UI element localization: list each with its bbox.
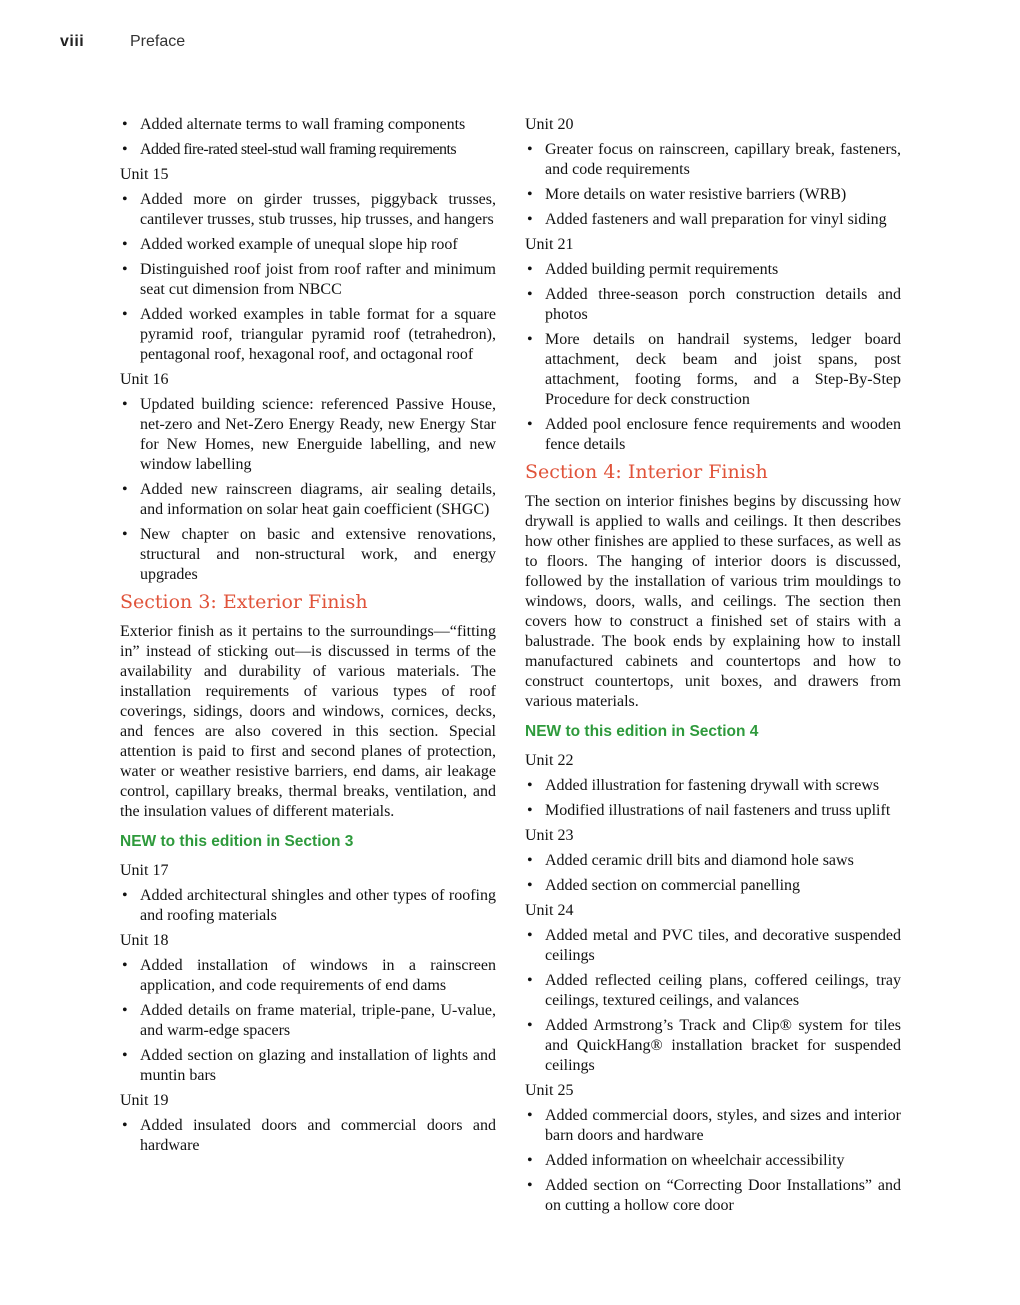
new-section-3-heading: NEW to this edition in Section 3 xyxy=(120,833,354,850)
list-item: • Added metal and PVC tiles, and decorative suspended ceilings xyxy=(525,926,901,966)
list-item: • Added reflected ceiling plans, coffered ceilings, tray ceilings, textured ceilings, and valances xyxy=(525,971,901,1011)
unit-group xyxy=(120,861,496,1156)
unit-block xyxy=(120,165,496,365)
list-item: • New chapter on basic and extensive renovations, structural and non-structural work, and energy upgrades xyxy=(120,525,496,585)
unit-item-list xyxy=(525,926,901,1076)
unit-item-list xyxy=(120,956,496,1086)
list-item: • Added insulated doors and commercial doors and hardware xyxy=(120,1116,496,1156)
list-item: • Greater focus on rainscreen, capillary break, fasteners, and code requirements xyxy=(525,140,901,180)
unit-block xyxy=(525,751,901,821)
unit-group xyxy=(525,751,901,1216)
unit-item-list xyxy=(525,260,901,455)
unit-block xyxy=(120,370,496,585)
unit-title: Unit 21 xyxy=(525,236,574,253)
unit-block xyxy=(120,931,496,1086)
list-item: • More details on water resistive barriers (WRB) xyxy=(525,185,901,205)
list-item: • Added three-season porch construction details and photos xyxy=(525,285,901,325)
section-3-paragraph: Exterior finish as it pertains to the surroundings—“fitting in” instead of sticking out—is discussed in terms of the availability and durability of various materials. The installation requirements of various types of roof coverings, sidings, doors and windows, cornices, decks, and fences are also covered in this section. Special attention is paid to first and second planes of protection, water or weather resistive barriers, end dams, air leakage control, capillary breaks, thermal breaks, ventilation, and the insulation values of different materials. xyxy=(120,623,496,820)
unit-title: Unit 16 xyxy=(120,371,169,388)
unit-title: Unit 22 xyxy=(525,752,574,769)
unit-group xyxy=(525,115,901,455)
intro-list xyxy=(120,115,496,160)
unit-block xyxy=(525,826,901,896)
list-item: • Added fasteners and wall preparation for vinyl siding xyxy=(525,210,901,230)
list-item: • Added alternate terms to wall framing components xyxy=(120,115,496,135)
list-item: • Added more on girder trusses, piggyback trusses, cantilever trusses, stub trusses, hip trusses, and hangers xyxy=(120,190,496,230)
list-item: • Added illustration for fastening drywall with screws xyxy=(525,776,901,796)
list-item: • Added worked example of unequal slope hip roof xyxy=(120,235,496,255)
unit-block xyxy=(120,861,496,926)
unit-title: Unit 18 xyxy=(120,932,169,949)
unit-block xyxy=(525,235,901,455)
right-column xyxy=(525,115,901,1221)
list-item: • Added Armstrong’s Track and Clip® system for tiles and QuickHang® installation bracket for suspended ceilings xyxy=(525,1016,901,1076)
unit-item-list xyxy=(525,776,901,821)
running-title: Preface xyxy=(130,33,186,50)
unit-block xyxy=(120,1091,496,1156)
list-item: • Added architectural shingles and other types of roofing and roofing materials xyxy=(120,886,496,926)
unit-block xyxy=(525,901,901,1076)
list-item: • More details on handrail systems, ledger board attachment, deck beam and joist spans, post attachment, footing forms, and a Step-By-Step Procedure for deck construction xyxy=(525,330,901,410)
list-item: • Added commercial doors, styles, and sizes and interior barn doors and hardware xyxy=(525,1106,901,1146)
unit-title: Unit 20 xyxy=(525,116,574,133)
section-3-title: Section 3: Exterior Finish xyxy=(120,591,368,613)
unit-item-list xyxy=(120,1116,496,1156)
list-item: • Updated building science: referenced Passive House, net-zero and Net-Zero Energy Ready, new Energy Star for New Homes, new Energuide labelling, and new window labelling xyxy=(120,395,496,475)
list-item: • Added fire-rated steel-stud wall framing requirements xyxy=(120,140,496,160)
list-item: • Added section on “Correcting Door Installations” and on cutting a hollow core door xyxy=(525,1176,901,1216)
list-item: • Added pool enclosure fence requirements and wooden fence details xyxy=(525,415,901,455)
unit-title: Unit 15 xyxy=(120,166,169,183)
list-item: • Added building permit requirements xyxy=(525,260,901,280)
page-number: viii xyxy=(60,33,85,50)
list-item: • Added worked examples in table format for a square pyramid roof, triangular pyramid roof (tetrahedron), pentagonal roof, hexagonal roof, and octagonal roof xyxy=(120,305,496,365)
unit-item-list xyxy=(120,190,496,365)
list-item: • Added new rainscreen diagrams, air sealing details, and information on solar heat gain coefficient (SHGC) xyxy=(120,480,496,520)
list-item: • Added information on wheelchair accessibility xyxy=(525,1151,901,1171)
list-item: • Added section on commercial panelling xyxy=(525,876,901,896)
unit-group xyxy=(120,165,496,585)
unit-item-list xyxy=(525,1106,901,1216)
unit-block xyxy=(525,115,901,230)
unit-title: Unit 17 xyxy=(120,862,169,879)
left-column xyxy=(120,115,496,1161)
list-item: • Added section on glazing and installation of lights and muntin bars xyxy=(120,1046,496,1086)
unit-item-list xyxy=(120,395,496,585)
new-section-4-heading: NEW to this edition in Section 4 xyxy=(525,723,759,740)
unit-title: Unit 19 xyxy=(120,1092,169,1109)
list-item: • Distinguished roof joist from roof rafter and minimum seat cut dimension from NBCC xyxy=(120,260,496,300)
list-item: • Added details on frame material, triple-pane, U-value, and warm-edge spacers xyxy=(120,1001,496,1041)
section-4-paragraph: The section on interior finishes begins by discussing how drywall is applied to walls and ceilings. It then describes how other finishes are applied to these surfaces, as well as to floors. The hanging of interior doors is discussed, followed by the installation of various trim mouldings to windows, doors, walls, and ceilings. The section then covers how to construct a finished set of stairs with a balustrade. The book ends by explaining how to install manufactured cabinets and countertops and how to construct countertops, unit boxes, and drawers from various materials. xyxy=(525,493,901,710)
unit-item-list xyxy=(525,851,901,896)
unit-block xyxy=(525,1081,901,1216)
unit-item-list xyxy=(120,886,496,926)
unit-title: Unit 24 xyxy=(525,902,574,919)
list-item: • Added installation of windows in a rainscreen application, and code requirements of end dams xyxy=(120,956,496,996)
unit-title: Unit 25 xyxy=(525,1082,574,1099)
unit-title: Unit 23 xyxy=(525,827,574,844)
list-item: • Modified illustrations of nail fasteners and truss uplift xyxy=(525,801,901,821)
list-item: • Added ceramic drill bits and diamond hole saws xyxy=(525,851,901,871)
section-4-title: Section 4: Interior Finish xyxy=(525,461,768,483)
unit-item-list xyxy=(525,140,901,230)
